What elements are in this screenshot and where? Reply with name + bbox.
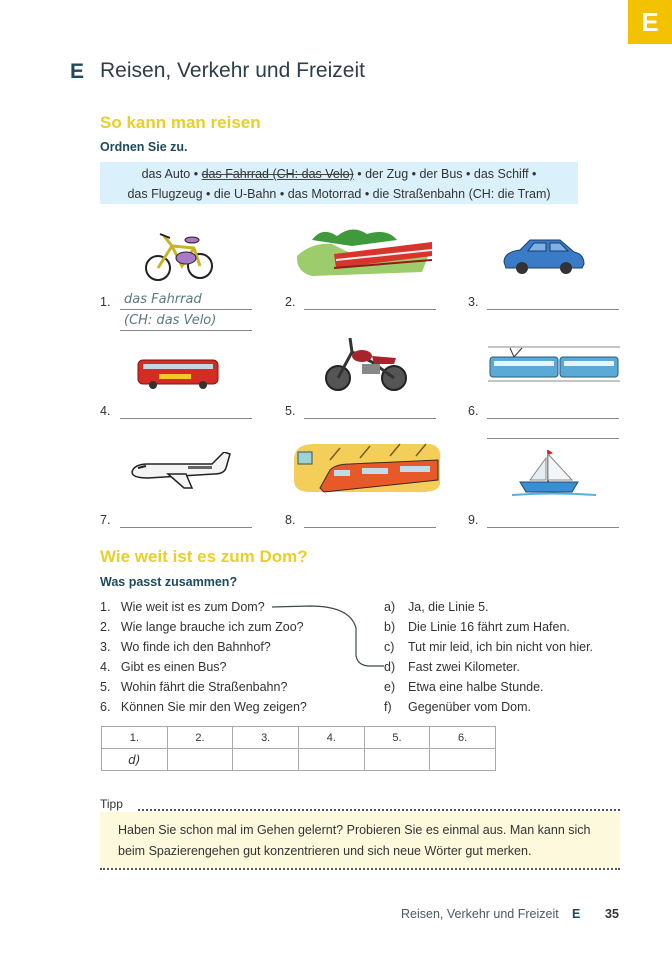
tipp-label: Tipp [100, 797, 123, 811]
item-number: 8. [285, 513, 296, 527]
tipp-box [100, 812, 620, 868]
tipp-text-line-1: Haben Sie schon mal im Gehen gelernt? Probieren Sie es einmal aus. Man kann sich [118, 823, 591, 837]
item-number: 3. [468, 295, 479, 309]
item-number: 6. [468, 404, 479, 418]
question-text: Wie weit ist es zum Dom? [120, 600, 265, 614]
answer-item [384, 660, 520, 680]
table-answer-cell[interactable] [167, 749, 233, 771]
instruction-match: Was passt zusammen? [100, 575, 238, 589]
answer-input-5[interactable] [304, 418, 436, 419]
answer-line [487, 438, 619, 439]
section-title-distance: Wie weit ist es zum Dom? [100, 547, 308, 566]
train-icon [292, 224, 438, 280]
question-item [100, 660, 226, 680]
struck-word: das Fahrrad (CH: das Velo) [201, 167, 354, 181]
question-number: 3. [100, 640, 111, 654]
word-box [100, 162, 578, 204]
word-list-part: • der Zug • der Bus • das Schiff • [353, 167, 537, 181]
question-text: Wohin fährt die Straßenbahn? [120, 680, 288, 694]
sailboat-icon [508, 448, 598, 500]
answer-letter: a) [384, 600, 396, 614]
dotted-divider [100, 868, 620, 870]
answer-text: Die Linie 16 fährt zum Hafen. [408, 620, 570, 634]
answer-letter: c) [384, 640, 395, 654]
answer-input-4[interactable] [120, 418, 252, 419]
question-number: 6. [100, 700, 111, 714]
table-header-cell: 3. [233, 727, 299, 749]
instruction-order: Ordnen Sie zu. [100, 140, 188, 154]
chapter-title: Reisen, Verkehr und Freizeit [100, 59, 365, 82]
question-number: 2. [100, 620, 111, 634]
table-header-cell: 1. [102, 727, 168, 749]
question-text: Wo finde ich den Bahnhof? [120, 640, 271, 654]
chapter-tab: E [628, 0, 672, 44]
question-number: 5. [100, 680, 111, 694]
airplane-icon [128, 452, 232, 492]
question-text: Wie lange brauche ich zum Zoo? [120, 620, 304, 634]
tipp-text-line-2: beim Spazierengehen gut konzentrieren und sich neue Wörter gut merken. [118, 844, 532, 858]
question-item [100, 600, 265, 620]
table-header-cell: 2. [167, 727, 233, 749]
question-number: 1. [100, 600, 111, 614]
answer-item [384, 680, 544, 700]
item-number: 7. [100, 513, 111, 527]
bus-icon [137, 358, 219, 390]
answer-letter: d) [384, 660, 396, 674]
answer-text: Gegenüber vom Dom. [408, 700, 531, 714]
word-list-part: das Auto • [141, 167, 202, 181]
answer-line [120, 330, 252, 331]
table-answer-cell[interactable] [364, 749, 430, 771]
item-number: 9. [468, 513, 479, 527]
answer-input-9[interactable] [487, 527, 619, 528]
subway-icon [290, 440, 444, 496]
answer-line [120, 309, 252, 310]
answer-table [101, 726, 496, 771]
question-number: 4. [100, 660, 111, 674]
answer-item [384, 640, 593, 660]
question-item [100, 640, 271, 660]
table-header-cell: 4. [298, 727, 364, 749]
bicycle-icon [142, 228, 218, 282]
answer-letter: e) [384, 680, 396, 694]
table-header-cell: 6. [430, 727, 496, 749]
answer-item [384, 700, 531, 720]
dotted-divider [138, 809, 620, 811]
answer-item [384, 600, 489, 620]
question-text: Können Sie mir den Weg zeigen? [120, 700, 307, 714]
footer-chapter-letter: E [572, 907, 581, 921]
handwritten-answer-1-line-1: das Fahrrad [124, 292, 202, 307]
answer-text: Ja, die Linie 5. [408, 600, 489, 614]
table-answer-cell[interactable] [430, 749, 496, 771]
answer-input-3[interactable] [487, 309, 619, 310]
table-header-cell: 5. [364, 727, 430, 749]
tram-icon [488, 345, 620, 383]
chapter-letter: E [70, 60, 85, 83]
page-number: 35 [605, 907, 619, 921]
answer-input-6[interactable] [487, 418, 619, 419]
handwritten-answer-1-line-2: (CH: das Velo) [124, 313, 217, 328]
table-answer-cell[interactable]: d) [102, 749, 168, 771]
answer-letter: b) [384, 620, 396, 634]
answer-item [384, 620, 570, 640]
question-text: Gibt es einen Bus? [120, 660, 227, 674]
word-box-line-2: das Flugzeug • die U-Bahn • das Motorrad • die Straßenbahn (CH: die Tram) [127, 187, 551, 201]
answer-table-value-row [102, 749, 496, 771]
answer-input-8[interactable] [304, 527, 436, 528]
table-answer-cell[interactable] [233, 749, 299, 771]
answer-input-2[interactable] [304, 309, 436, 310]
item-number: 2. [285, 295, 296, 309]
answer-text: Fast zwei Kilometer. [408, 660, 520, 674]
answer-letter: f) [384, 700, 392, 714]
answer-input-7[interactable] [120, 527, 252, 528]
answer-text: Etwa eine halbe Stunde. [408, 680, 544, 694]
question-item [100, 700, 307, 720]
section-title-travel: So kann man reisen [100, 113, 261, 132]
match-connector-line [270, 598, 386, 672]
answer-table-header-row [102, 727, 496, 749]
answer-text: Tut mir leid, ich bin nicht von hier. [408, 640, 594, 654]
word-box-line-1 [100, 164, 578, 184]
car-icon [502, 236, 586, 276]
item-number: 4. [100, 404, 111, 418]
question-item [100, 680, 287, 700]
motorcycle-icon [322, 334, 410, 392]
item-number: 1. [100, 295, 111, 309]
item-number: 5. [285, 404, 296, 418]
footer-title: Reisen, Verkehr und Freizeit [401, 907, 559, 921]
table-answer-cell[interactable] [298, 749, 364, 771]
